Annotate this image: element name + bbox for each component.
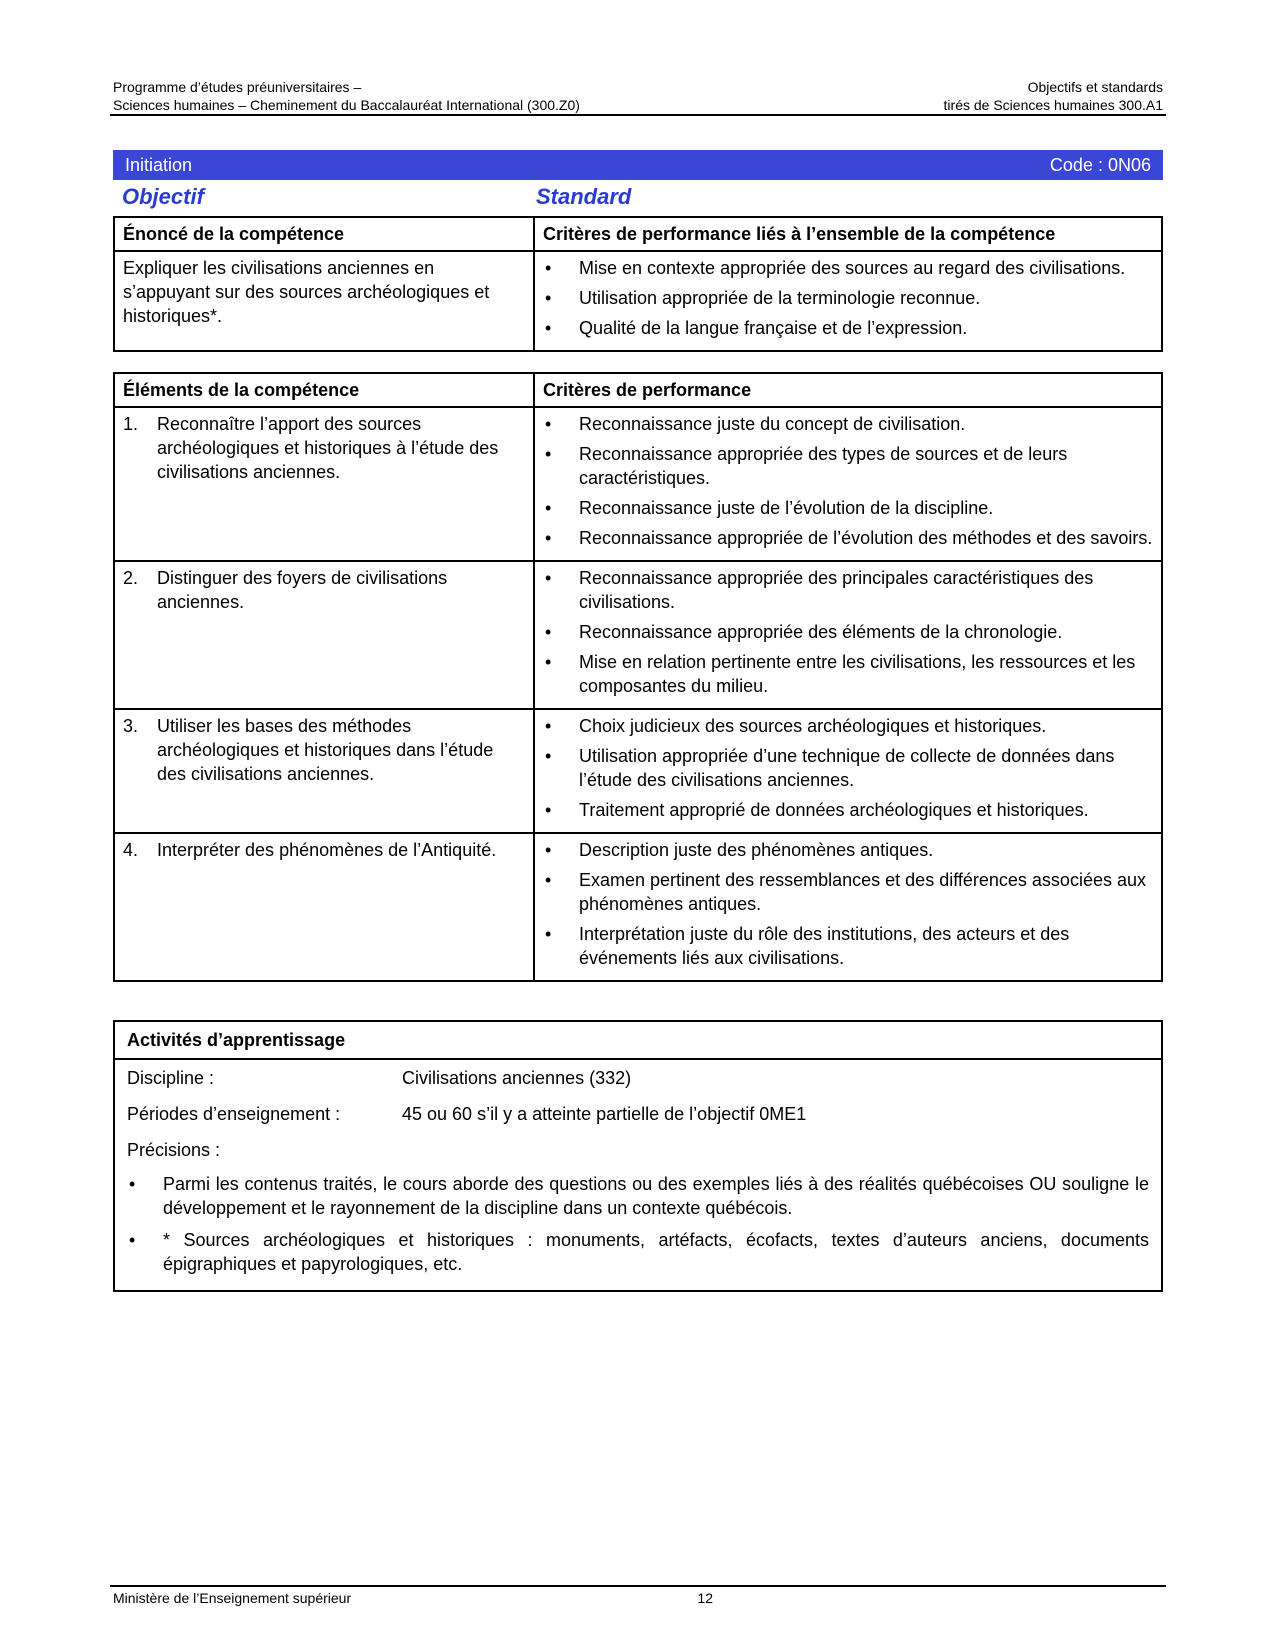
activities-table bbox=[113, 1020, 1163, 1292]
list-item: • * Sources archéologiques et historiques : monuments, artéfacts, écofacts, textes d’auteurs anciens, documents épigraphiques et papyrologiques, etc. bbox=[127, 1228, 1149, 1276]
list-item: • Qualité de la langue française et de l’expression. bbox=[543, 316, 1153, 340]
periods-label: Périodes d’enseignement : bbox=[127, 1104, 341, 1124]
discipline-value: Civilisations anciennes (332) bbox=[402, 1068, 632, 1088]
element-text: Distinguer des foyers de civilisations anciennes. bbox=[157, 568, 448, 612]
element-text: Interpréter des phénomènes de l’Antiquité. bbox=[157, 840, 497, 860]
list-item: • Examen pertinent des ressemblances et des différences associées aux phénomènes antiques. bbox=[543, 868, 1153, 916]
element-number: 3. bbox=[123, 716, 139, 736]
course-code: Code : 0N06 bbox=[1049, 154, 1151, 175]
course-title: Initiation bbox=[125, 154, 193, 175]
element-number: 1. bbox=[123, 414, 139, 434]
list-item: • Mise en contexte appropriée des sources au regard des civilisations. bbox=[543, 256, 1153, 280]
discipline-label: Discipline : bbox=[127, 1068, 215, 1088]
elements-table bbox=[113, 372, 1163, 982]
competence-head-right: Critères de performance liés à l’ensemble de la compétence bbox=[534, 217, 1162, 251]
elements-head-right: Critères de performance bbox=[534, 373, 1162, 407]
discipline-row bbox=[127, 1066, 1149, 1090]
element-number: 4. bbox=[123, 840, 139, 860]
header-source: tirés de Sciences humaines 300.A1 bbox=[943, 97, 1163, 113]
precisions-label: Précisions : bbox=[127, 1140, 221, 1160]
table-row bbox=[114, 561, 1162, 709]
list-item: • Reconnaissance appropriée de l’évolution des méthodes et des savoirs. bbox=[543, 526, 1153, 550]
periods-row bbox=[127, 1102, 1149, 1126]
element-text: Utiliser les bases des méthodes archéologiques et historiques dans l’étude des civilisations anciennes. bbox=[157, 716, 494, 784]
list-item: • Reconnaissance juste de l’évolution de la discipline. bbox=[543, 496, 1153, 520]
list-item: • Traitement approprié de données archéologiques et historiques. bbox=[543, 798, 1153, 822]
list-item: • Reconnaissance appropriée des principales caractéristiques des civilisations. bbox=[543, 566, 1153, 614]
footer-rule bbox=[110, 1585, 1166, 1587]
element-text: Reconnaître l’apport des sources archéologiques et historiques à l’étude des civilisations anciennes. bbox=[157, 414, 499, 482]
list-item: • Mise en relation pertinente entre les civilisations, les ressources et les composantes du milieu. bbox=[543, 650, 1153, 698]
objectif-label: Objectif bbox=[122, 184, 204, 209]
activities-head: Activités d’apprentissage bbox=[114, 1021, 1162, 1059]
page-number: 12 bbox=[697, 1590, 713, 1606]
list-item: • Utilisation appropriée d’une technique de collecte de données dans l’étude des civilisations anciennes. bbox=[543, 744, 1153, 792]
competence-table bbox=[113, 216, 1163, 352]
header-program-detail: Sciences humaines – Cheminement du Baccalauréat International (300.Z0) bbox=[113, 97, 580, 113]
competence-statement: Expliquer les civilisations anciennes en s’appuyant sur des sources archéologiques et historiques*. bbox=[114, 251, 534, 351]
header-rule bbox=[110, 114, 1166, 116]
element-number: 2. bbox=[123, 568, 139, 588]
page-footer bbox=[113, 1590, 713, 1606]
list-item: • Utilisation appropriée de la terminologie reconnue. bbox=[543, 286, 1153, 310]
page-header bbox=[113, 78, 1163, 114]
elements-head-left: Éléments de la compétence bbox=[114, 373, 534, 407]
periods-value: 45 ou 60 s’il y a atteinte partielle de l’objectif 0ME1 bbox=[402, 1104, 807, 1124]
precisions-list bbox=[127, 1172, 1149, 1276]
competence-head-left: Énoncé de la compétence bbox=[114, 217, 534, 251]
header-section: Objectifs et standards bbox=[1027, 79, 1163, 95]
list-item: • Reconnaissance appropriée des types de sources et de leurs caractéristiques. bbox=[543, 442, 1153, 490]
course-title-bar bbox=[113, 150, 1163, 180]
list-item: • Choix judicieux des sources archéologiques et historiques. bbox=[543, 714, 1153, 738]
footer-ministry: Ministère de l’Enseignement supérieur bbox=[113, 1590, 352, 1606]
standard-label: Standard bbox=[536, 184, 632, 209]
list-item: • Description juste des phénomènes antiques. bbox=[543, 838, 1153, 862]
list-item: • Reconnaissance appropriée des éléments de la chronologie. bbox=[543, 620, 1153, 644]
table-row bbox=[114, 407, 1162, 561]
list-item: • Interprétation juste du rôle des institutions, des acteurs et des événements liés aux civilisations. bbox=[543, 922, 1153, 970]
competence-criteria bbox=[543, 256, 1153, 340]
list-item: • Parmi les contenus traités, le cours aborde des questions ou des exemples liés à des réalités québécoises OU souligne le développement et le rayonnement de la discipline dans un contexte québécois. bbox=[127, 1172, 1149, 1220]
table-row bbox=[114, 833, 1162, 981]
list-item: • Reconnaissance juste du concept de civilisation. bbox=[543, 412, 1153, 436]
table-row bbox=[114, 709, 1162, 833]
header-program: Programme d’études préuniversitaires – bbox=[113, 79, 362, 95]
